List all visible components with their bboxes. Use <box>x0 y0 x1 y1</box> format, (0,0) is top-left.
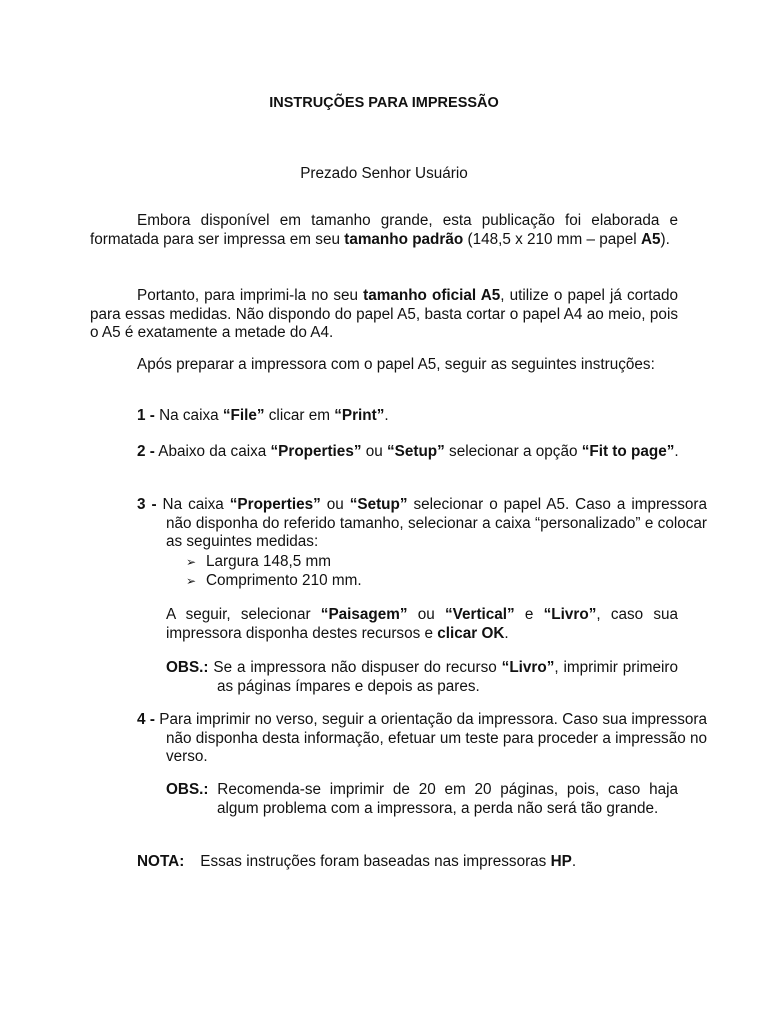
paragraph-preparation: Após preparar a impressora com o papel A5, seguir as seguintes instruções: <box>137 356 655 373</box>
step-3-follow-up: A seguir, selecionar “Paisagem” ou “Vertical” e “Livro”, caso sua impressora disponha destes recursos e clicar OK. <box>166 606 679 642</box>
step-4-observation: OBS.: Recomenda-se imprimir de 20 em 20 páginas, pois, caso haja algum problema com a impressora, a perda não será tão grande. <box>166 781 678 817</box>
step-3: 3 - Na caixa “Properties” ou “Setup” selecionar o papel A5. Caso a impressora não disponha do referido tamanho, selecionar a caixa “personalizado” e colocar as seguintes medidas: <box>137 496 707 551</box>
list-item: ➢ Largura 148,5 mm <box>186 553 331 570</box>
note: NOTA: Essas instruções foram baseadas nas impressoras HP. <box>137 853 577 870</box>
arrow-bullet-icon: ➢ <box>186 555 197 569</box>
step-1: 1 - Na caixa “File” clicar em “Print”. <box>137 407 389 424</box>
document-title: INSTRUÇÕES PARA IMPRESSÃO <box>269 95 499 111</box>
greeting: Prezado Senhor Usuário <box>300 165 468 182</box>
list-item: ➢ Comprimento 210 mm. <box>186 571 362 589</box>
step-2: 2 - Abaixo da caixa “Properties” ou “Setup” selecionar a opção “Fit to page”. <box>137 443 679 460</box>
measurements-list <box>186 553 362 590</box>
step-4: 4 - Para imprimir no verso, seguir a orientação da impressora. Caso sua impressora não disponha desta informação, efetuar um teste para proceder a impressão no verso. <box>137 711 707 766</box>
step-3-observation: OBS.: Se a impressora não dispuser do recurso “Livro”, imprimir primeiro as páginas ímpares e depois as pares. <box>166 659 678 695</box>
arrow-bullet-icon: ➢ <box>186 573 197 588</box>
paragraph-intro: Embora disponível em tamanho grande, esta publicação foi elaborada e formatada para ser impressa em seu tamanho padrão (148,5 x 210 mm – papel A5). <box>90 212 678 248</box>
paragraph-paper-size: Portanto, para imprimi-la no seu tamanho oficial A5, utilize o papel já cortado para essas medidas. Não dispondo do papel A5, basta cortar o papel A4 ao meio, pois o A5 é exatamente a metade do A4. <box>90 287 678 342</box>
